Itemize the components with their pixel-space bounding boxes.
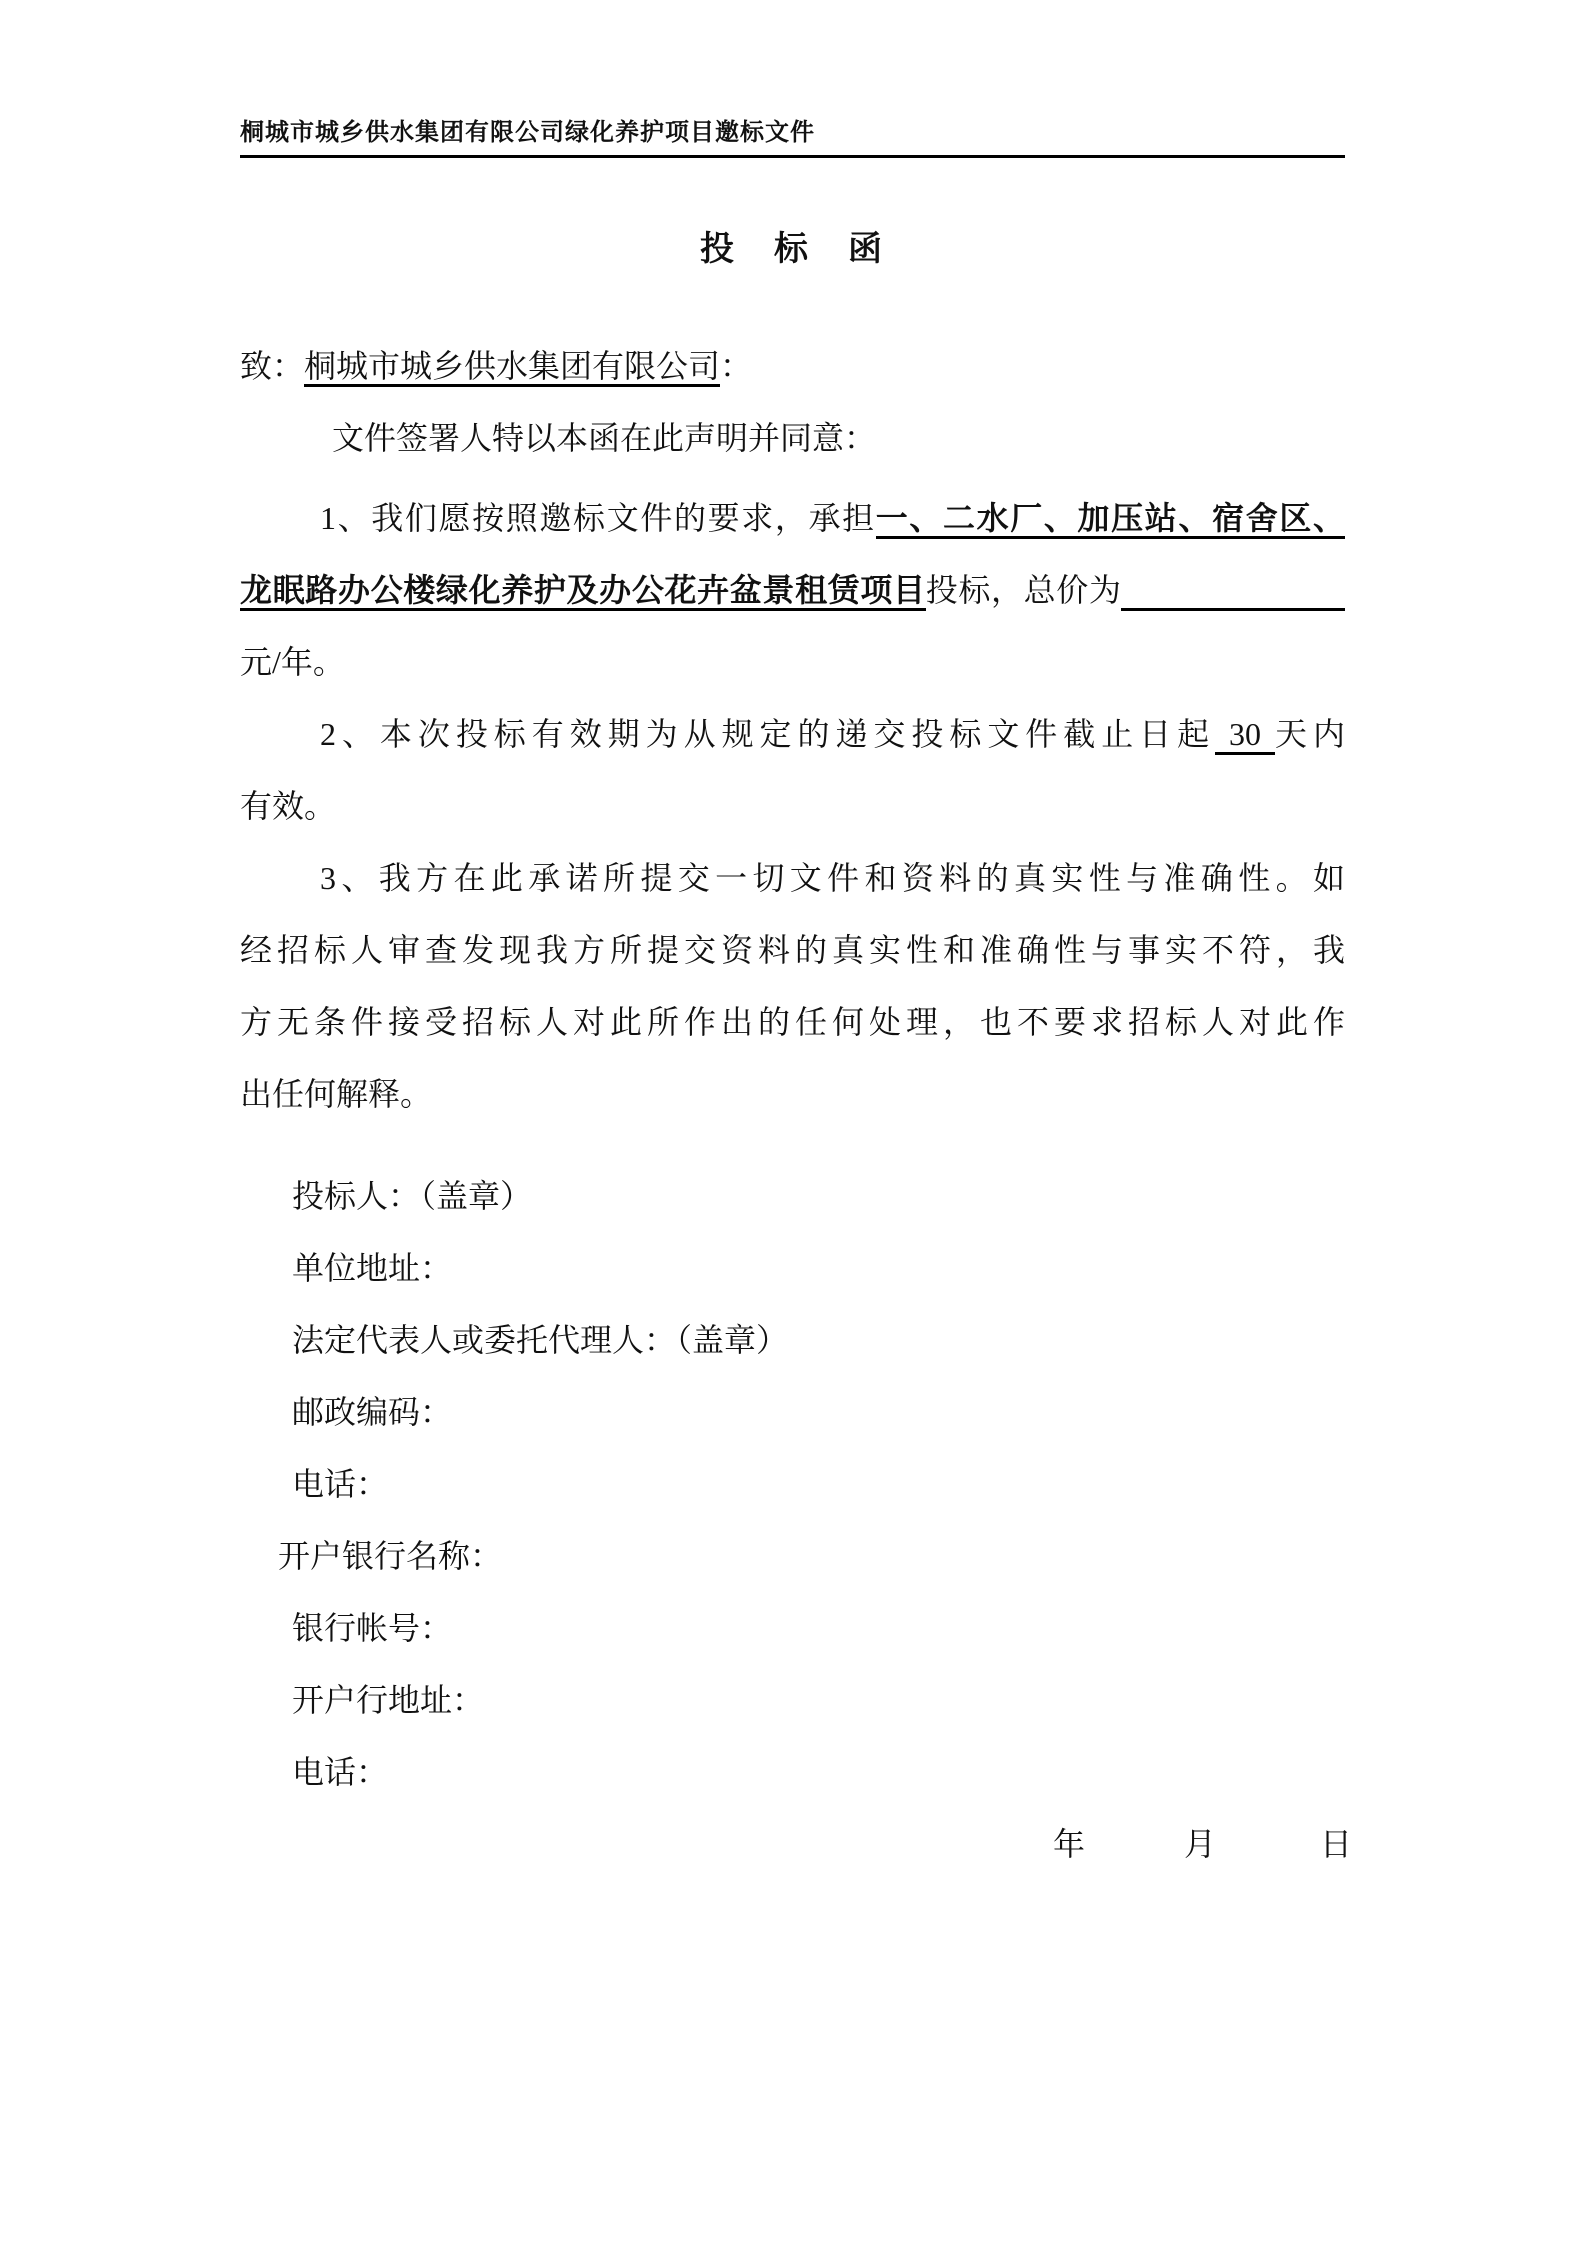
- declaration-line: 文件签署人特以本函在此声明并同意：: [332, 420, 877, 456]
- clause3-line2: 经招标人审查发现我方所提交资料的真实性和准确性与事实不符，我: [240, 932, 1345, 968]
- date-day-label: 日: [1320, 1826, 1353, 1862]
- clause1-line1: [240, 482, 1345, 554]
- clause1-line2: [240, 554, 1345, 626]
- clause1-text: 1、我们愿按照邀标文件的要求，承担: [320, 500, 876, 536]
- sig-phone-line: 电话：: [292, 1466, 389, 1502]
- sig-bank-name-line: 开户银行名称：: [278, 1538, 503, 1574]
- validity-days-value: 30: [1215, 716, 1275, 755]
- date-line: [240, 1808, 1353, 1880]
- page-title: 投 标 函: [700, 231, 885, 268]
- clause1-price-label: 投标，总价为: [925, 572, 1121, 608]
- project-name-part2: 龙眠路办公楼绿化养护及办公花卉盆景租赁项目: [240, 572, 926, 611]
- clause3-line1: 3、我方在此承诺所提交一切文件和资料的真实性与准确性。如: [320, 860, 1345, 896]
- clause2-tail: 天内: [1275, 716, 1345, 752]
- clause2-text: 2、本次投标有效期为从规定的递交投标文件截止日起: [320, 716, 1216, 752]
- date-year-label: 年: [1053, 1826, 1086, 1862]
- date-month-label: 月: [1184, 1826, 1217, 1862]
- project-name-part1: 一、二水厂、加压站、宿舍区、: [876, 500, 1345, 539]
- recipient-company-name: 桐城市城乡供水集团有限公司: [304, 348, 720, 387]
- sig-bank-account-line: 银行帐号：: [292, 1610, 453, 1646]
- clause2-line1: [240, 698, 1345, 770]
- sig-phone2-line: 电话：: [292, 1754, 389, 1790]
- sig-bidder-line: 投标人：（盖章）: [292, 1178, 533, 1214]
- sig-bank-address-line: 开户行地址：: [292, 1682, 485, 1718]
- sig-legal-representative-line: 法定代表人或委托代理人：（盖章）: [292, 1322, 789, 1358]
- clause2-line2: 有效。: [240, 788, 337, 824]
- salutation-prefix: 致：: [240, 348, 305, 384]
- header-divider: [240, 155, 1345, 158]
- page-content: [240, 0, 1353, 1880]
- clause3-line3: 方无条件接受招标人对此所作出的任何处理，也不要求招标人对此作: [240, 1004, 1345, 1040]
- salutation-colon: ：: [720, 348, 753, 384]
- document-header: [240, 0, 1345, 148]
- total-price-blank: [1121, 572, 1345, 611]
- header-text: 桐城市城乡供水集团有限公司绿化养护项目邀标文件: [240, 120, 815, 146]
- sig-company-address-line: 单位地址：: [292, 1250, 453, 1286]
- sig-postal-code-line: 邮政编码：: [292, 1394, 453, 1430]
- clause3-line4: 出任何解释。: [240, 1076, 433, 1112]
- clause1-line3: 元/年。: [240, 644, 345, 680]
- salutation-line: [240, 330, 1345, 402]
